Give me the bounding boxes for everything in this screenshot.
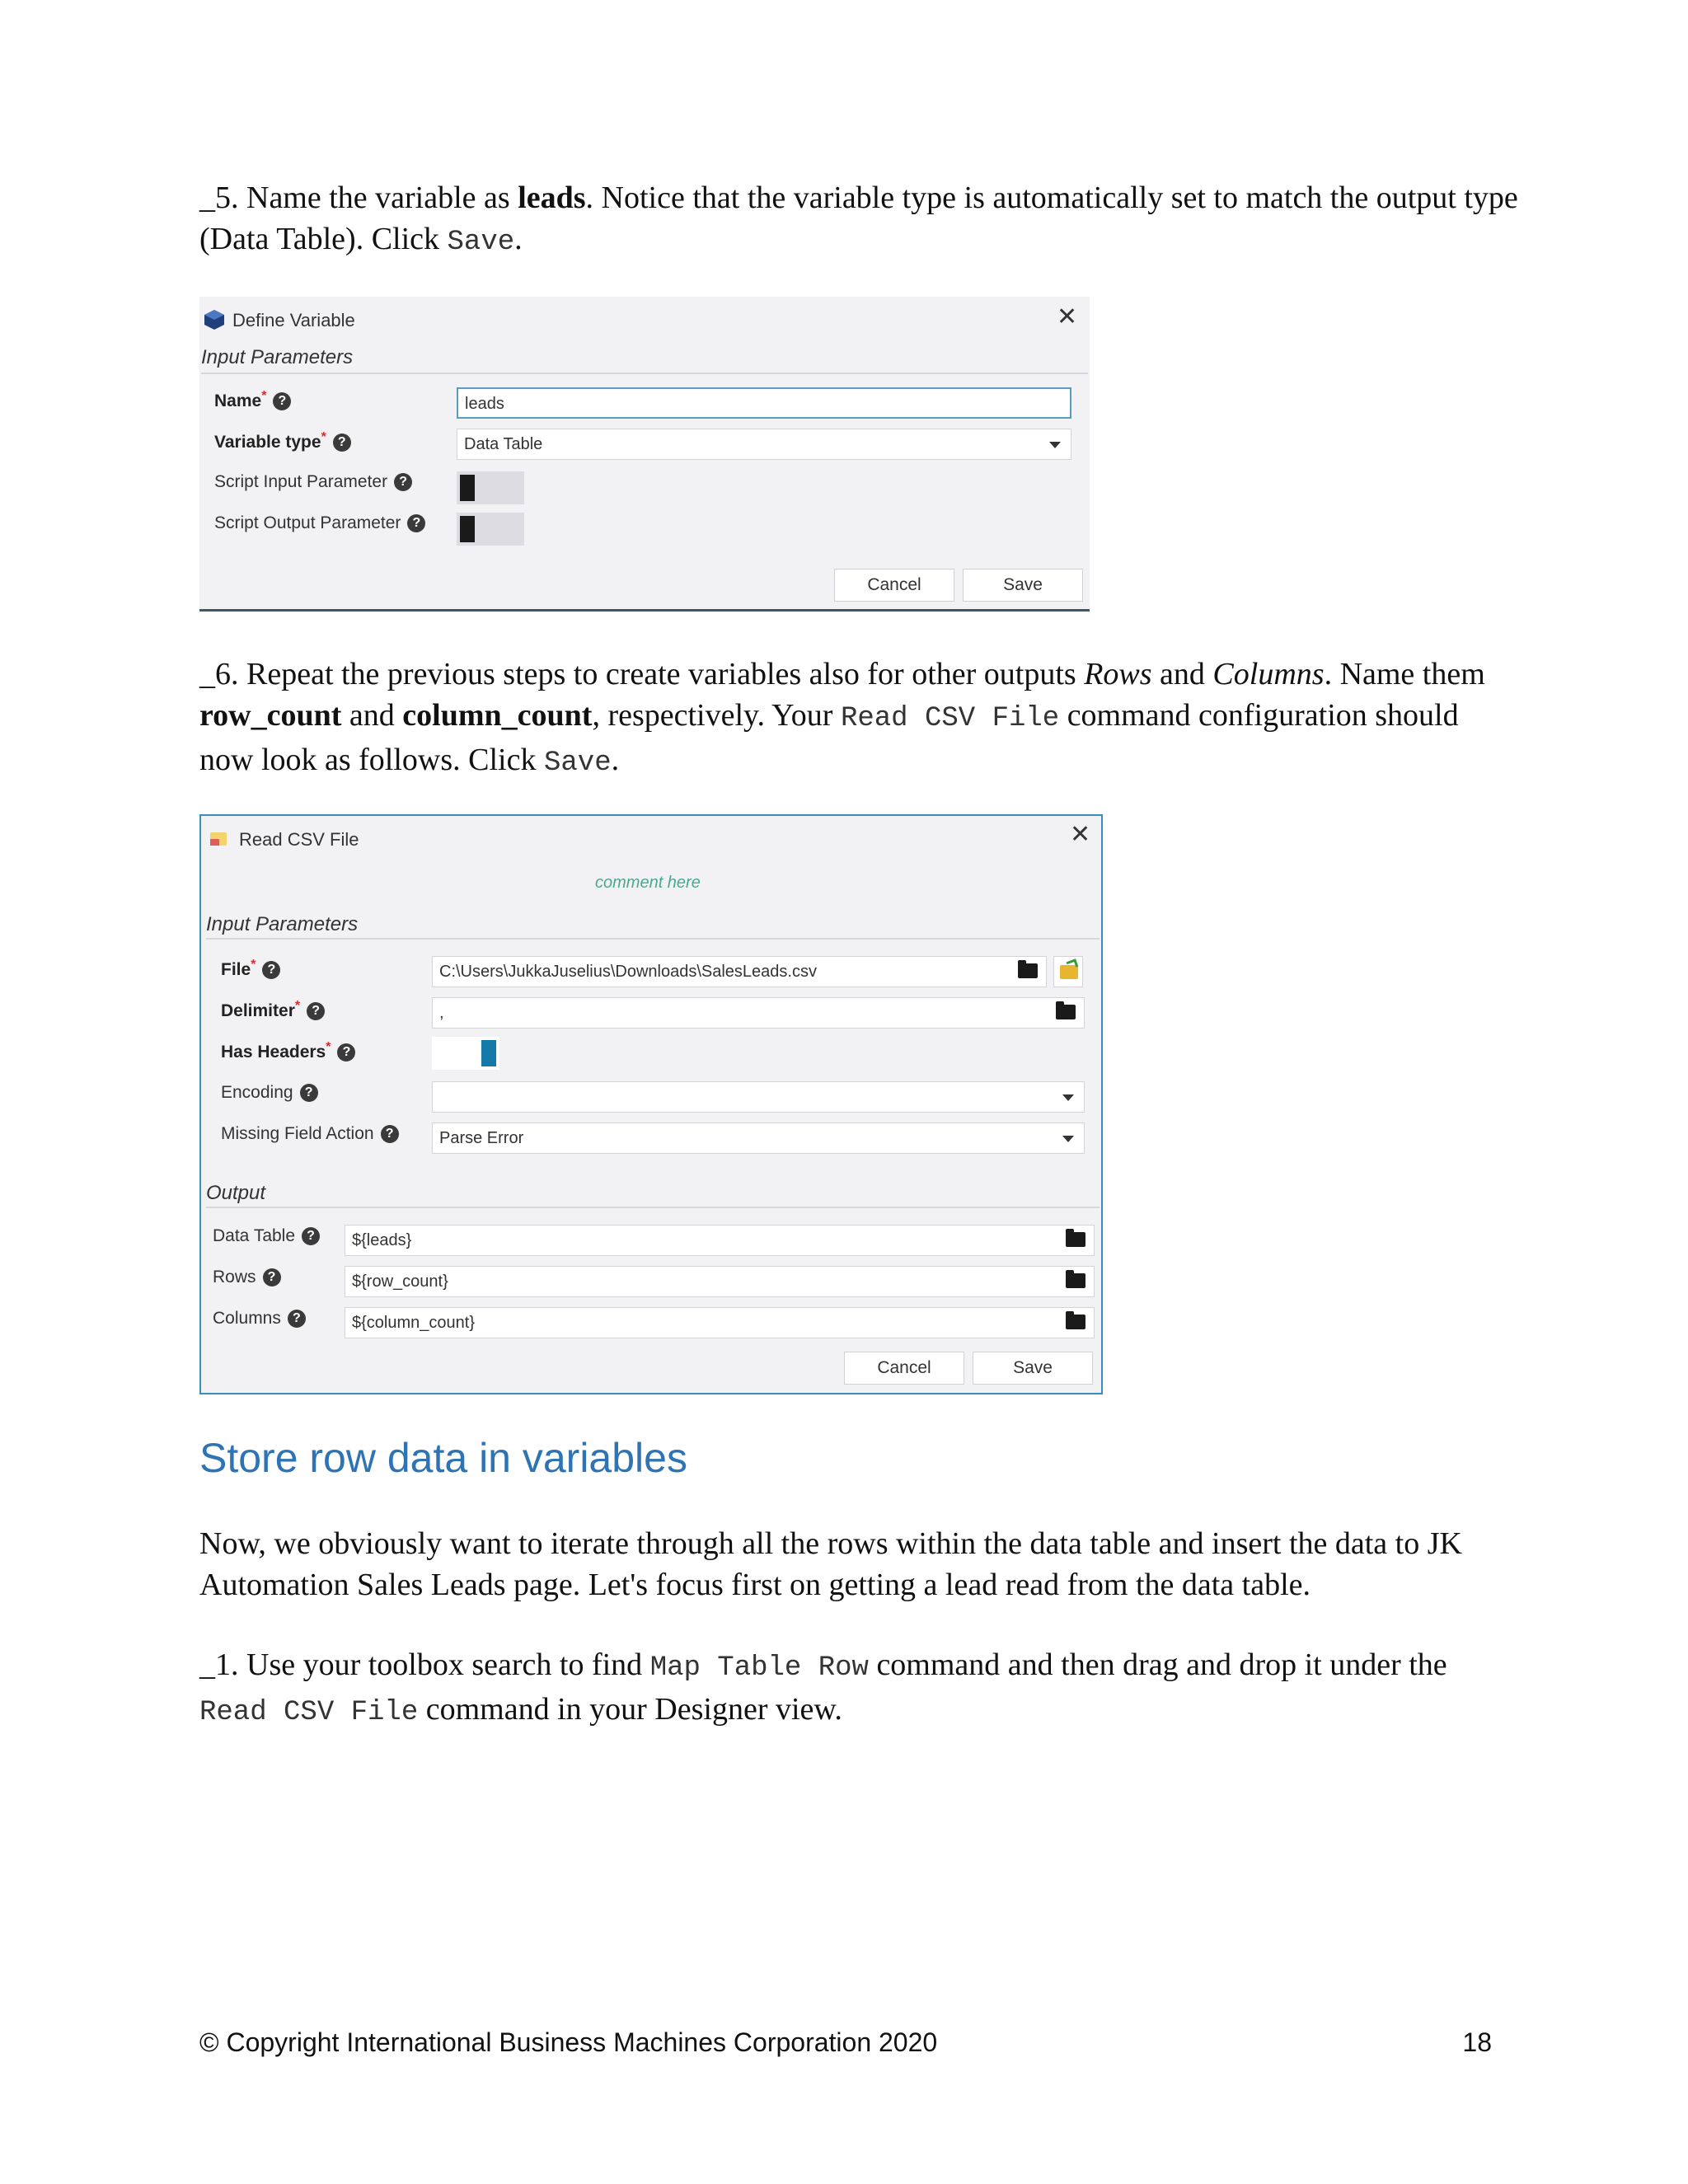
data-table-label: Data Table ? <box>213 1226 320 1246</box>
folder-icon[interactable] <box>1066 1315 1085 1329</box>
cancel-button[interactable]: Cancel <box>834 569 954 602</box>
help-icon[interactable]: ? <box>307 1002 325 1020</box>
encoding-label: Encoding ? <box>221 1083 318 1103</box>
divider <box>206 938 1100 940</box>
file-input[interactable]: C:\Users\JukkaJuselius\Downloads\SalesLeads.csv <box>432 956 1047 987</box>
read-csv-file-dialog <box>199 814 1103 1394</box>
cube-icon <box>203 308 226 331</box>
chevron-down-icon <box>1049 442 1061 448</box>
rows-label: Rows ? <box>213 1268 281 1287</box>
script-input-label: Script Input Parameter ? <box>214 472 412 492</box>
folder-icon[interactable] <box>1018 963 1038 978</box>
delimiter-label: Delimiter* ? <box>221 999 325 1021</box>
folder-icon[interactable] <box>1056 1005 1076 1019</box>
name-label: Name* ? <box>214 389 291 411</box>
step6-paragraph: _6. Repeat the previous steps to create variables also for other outputs Rows and Columns. Name them row_count and column_count, respectively. Your Read CSV File command configuration should now look as follows. Click Save. <box>199 657 1485 779</box>
footer <box>199 2027 1492 2058</box>
script-input-toggle[interactable] <box>457 471 524 504</box>
help-icon[interactable]: ? <box>300 1084 318 1102</box>
csv-file-icon <box>208 827 229 849</box>
save-button[interactable]: Save <box>963 569 1083 602</box>
has-headers-toggle[interactable] <box>432 1037 499 1070</box>
chevron-down-icon <box>1062 1136 1074 1142</box>
script-output-toggle[interactable] <box>457 513 524 546</box>
help-icon[interactable]: ? <box>302 1227 320 1245</box>
missing-field-action-select[interactable]: Parse Error <box>432 1122 1085 1154</box>
open-file-button[interactable] <box>1053 956 1083 987</box>
help-icon[interactable]: ? <box>333 434 351 452</box>
dialog-title: Read CSV File <box>239 829 359 850</box>
folder-icon[interactable] <box>1066 1232 1085 1247</box>
help-icon[interactable]: ? <box>381 1125 399 1143</box>
columns-label: Columns ? <box>213 1309 306 1329</box>
help-icon[interactable]: ? <box>394 473 412 491</box>
input-parameters-section: Input Parameters <box>206 913 359 935</box>
close-icon[interactable]: ✕ <box>1070 821 1091 848</box>
rows-input[interactable]: ${row_count} <box>345 1266 1095 1297</box>
define-variable-dialog <box>199 297 1090 612</box>
chevron-down-icon <box>1062 1094 1074 1101</box>
comment-field[interactable]: comment here <box>595 874 701 892</box>
section-heading: Store row data in variables <box>199 1435 687 1481</box>
divider <box>206 1207 1100 1208</box>
page-number: 18 <box>1462 2027 1492 2057</box>
help-icon[interactable]: ? <box>288 1310 306 1328</box>
encoding-select[interactable] <box>432 1081 1085 1113</box>
cancel-button[interactable]: Cancel <box>844 1352 964 1385</box>
help-icon[interactable]: ? <box>263 1268 281 1286</box>
folder-icon[interactable] <box>1066 1273 1085 1288</box>
dialog-title: Define Variable <box>232 310 355 330</box>
divider <box>201 373 1088 374</box>
save-button[interactable]: Save <box>973 1352 1093 1385</box>
help-icon[interactable]: ? <box>407 514 425 532</box>
close-icon[interactable]: ✕ <box>1057 303 1078 330</box>
name-input[interactable]: leads <box>457 387 1071 419</box>
help-icon[interactable]: ? <box>262 961 280 979</box>
delimiter-input[interactable]: , <box>432 997 1085 1029</box>
help-icon[interactable]: ? <box>273 392 291 410</box>
variable-type-select[interactable]: Data Table <box>457 429 1071 460</box>
help-icon[interactable]: ? <box>337 1043 355 1062</box>
variable-type-label: Variable type* ? <box>214 430 351 452</box>
script-output-label: Script Output Parameter ? <box>214 513 425 533</box>
step5-paragraph: _5. Name the variable as leads. Notice that the variable type is automatically set to match the output type (Data Table). Click Save. <box>199 180 1518 258</box>
data-table-input[interactable]: ${leads} <box>345 1225 1095 1256</box>
output-section: Output <box>206 1182 266 1204</box>
missing-field-action-label: Missing Field Action ? <box>221 1124 399 1144</box>
intro-paragraph: Now, we obviously want to iterate through all the rows within the data table and insert the data to JK Automation Sales Leads page. Let's focus first on getting a lead read from the data table. <box>199 1526 1462 1602</box>
step1-paragraph: _1. Use your toolbox search to find Map Table Row command and then drag and drop it under the Read CSV File command in your Designer view. <box>199 1647 1447 1728</box>
has-headers-label: Has Headers* ? <box>221 1040 355 1062</box>
copyright: © Copyright International Business Machines Corporation 2020 <box>199 2027 938 2057</box>
input-parameters-section: Input Parameters <box>201 346 354 368</box>
file-label: File* ? <box>221 958 280 980</box>
columns-input[interactable]: ${column_count} <box>345 1307 1095 1338</box>
